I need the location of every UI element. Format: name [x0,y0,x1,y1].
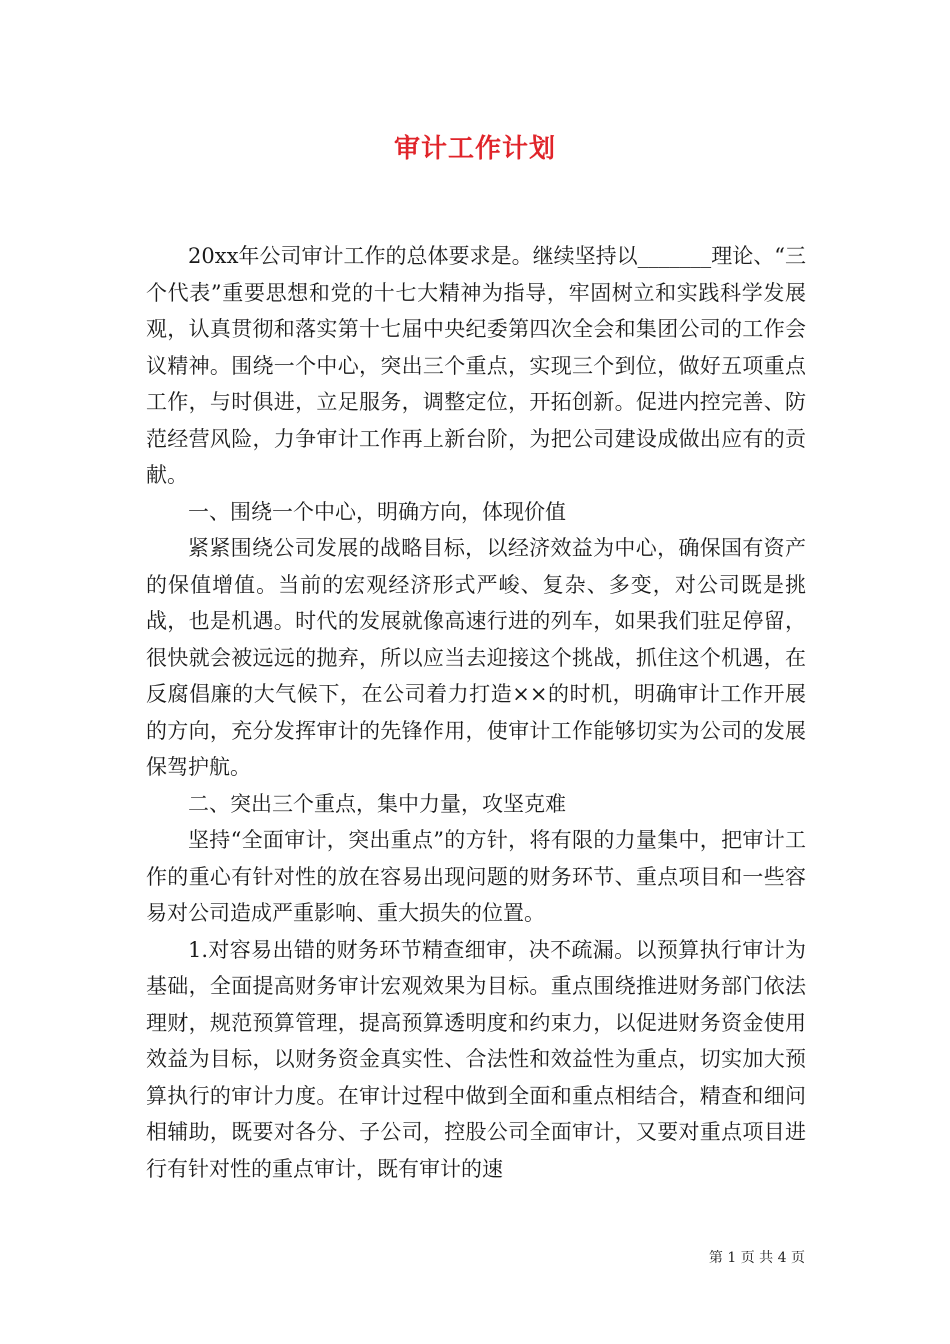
page-number: 第 1 页 共 4 页 [708,1250,805,1266]
paragraph-section-1: 紧紧围绕公司发展的战略目标，以经济效益为中心，确保国有资产的保值增值。当前的宏观经济形式严峻、复杂、多变，对公司既是挑战，也是机遇。时代的发展就像高速行进的列车，如果我们驻足停留，很快就会被远远的抛弃，所以应当去迎接这个挑战，抓住这个机遇，在反腐倡廉的大气候下，在公司着力打造××的时机，明确审计工作开展的方向，充分发挥审计的先锋作用，使审计工作能够切实为公司的发展保驾护航。 [146,536,806,779]
section-heading-1: 一、围绕一个中心，明确方向，体现价值 [188,499,566,524]
paragraph-item-1: 1.对容易出错的财务环节精查细审，决不疏漏。以预算执行审计为基础，全面提高财务审计宏观效果为目标。重点围绕推进财务部门依法理财，规范预算管理，提高预算透明度和约束力，以促进财务资金使用效益为目标，以财务资金真实性、合法性和效益性为重点，切实加大预算执行的审计力度。在审计过程中做到全面和重点相结合，精查和细问相辅助，既要对各分、子公司，控股公司全面审计，又要对重点项目进行有针对性的重点审计，既有审计的速 [146,937,806,1181]
document-title: 审计工作计划 [393,134,556,164]
section-heading-2: 二、突出三个重点，集中力量，攻坚克难 [188,791,566,816]
document-body [146,238,806,1187]
paragraph-intro: 20xx年公司审计工作的总体要求是。继续坚持以_______理论、“三个代表”重要思想和党的十七大精神为指导，牢固树立和实践科学发展观，认真贯彻和落实第十七届中央纪委第四次全会和集团公司的工作会议精神。围绕一个中心，突出三个重点，实现三个到位，做好五项重点工作，与时俱进，立足服务，调整定位，开拓创新。促进内控完善、防范经营风险，力争审计工作再上新台阶，为把公司建设成做出应有的贡献。 [146,244,806,487]
paragraph-section-2: 坚持“全面审计，突出重点”的方针，将有限的力量集中，把审计工作的重心有针对性的放在容易出现问题的财务环节、重点项目和一些容易对公司造成严重影响、重大损失的位置。 [146,828,806,925]
